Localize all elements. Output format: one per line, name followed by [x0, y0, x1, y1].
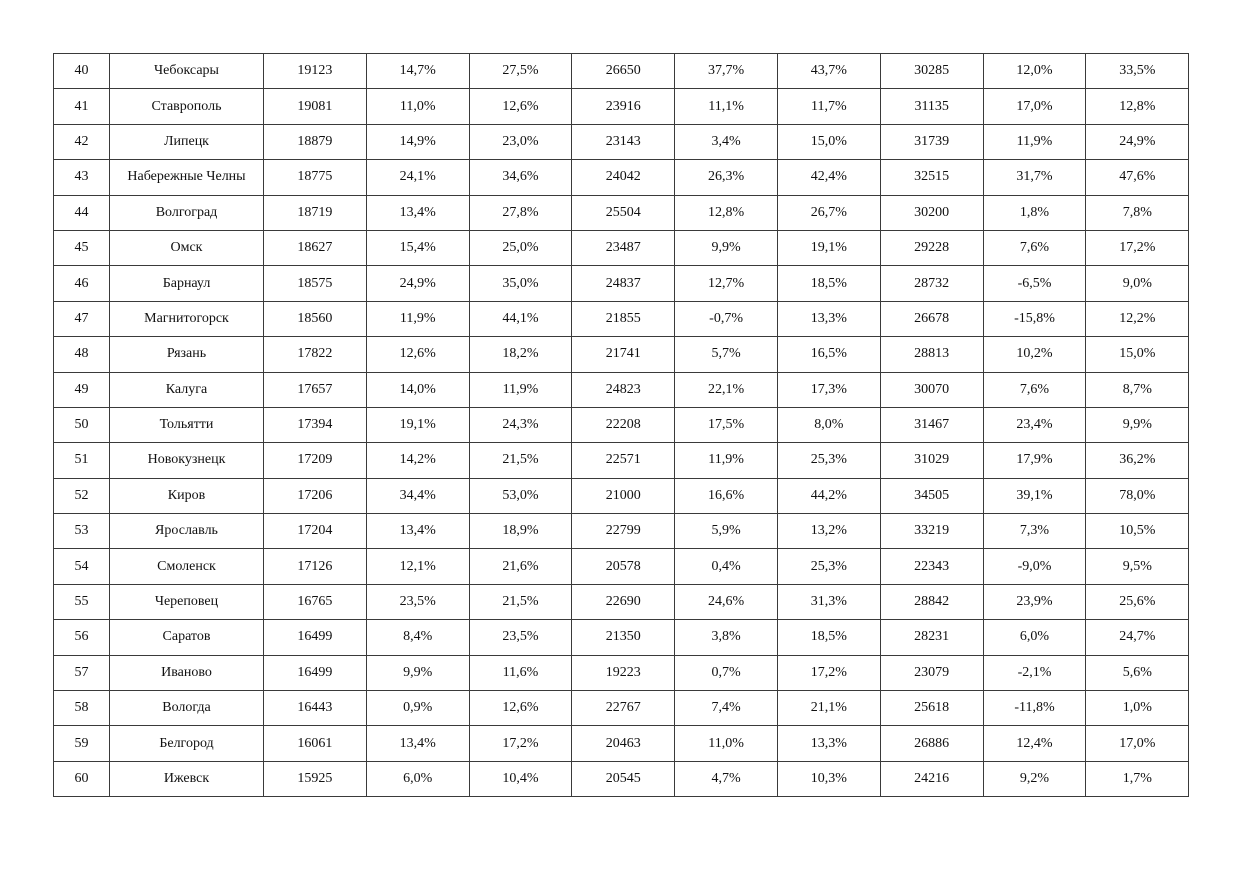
- value-cell: 19,1%: [366, 407, 469, 442]
- value-cell: 11,6%: [469, 655, 572, 690]
- value-cell: 18,2%: [469, 337, 572, 372]
- value-cell: 23,5%: [366, 584, 469, 619]
- rank-cell: 56: [54, 620, 110, 655]
- value-cell: 16765: [264, 584, 367, 619]
- table-row: [54, 655, 1189, 690]
- value-cell: 5,9%: [675, 514, 778, 549]
- value-cell: 26886: [880, 726, 983, 761]
- value-cell: 29228: [880, 230, 983, 265]
- table-row: [54, 549, 1189, 584]
- value-cell: 24,1%: [366, 160, 469, 195]
- value-cell: 5,6%: [1086, 655, 1189, 690]
- value-cell: 31029: [880, 443, 983, 478]
- value-cell: 22767: [572, 691, 675, 726]
- value-cell: 11,0%: [366, 89, 469, 124]
- value-cell: 12,1%: [366, 549, 469, 584]
- value-cell: -15,8%: [983, 301, 1086, 336]
- value-cell: 25,3%: [777, 549, 880, 584]
- city-cell: Волгоград: [110, 195, 264, 230]
- city-cell: Новокузнецк: [110, 443, 264, 478]
- value-cell: 13,4%: [366, 726, 469, 761]
- table-row: [54, 372, 1189, 407]
- rank-cell: 52: [54, 478, 110, 513]
- value-cell: -2,1%: [983, 655, 1086, 690]
- value-cell: -11,8%: [983, 691, 1086, 726]
- value-cell: 4,7%: [675, 761, 778, 796]
- value-cell: 14,7%: [366, 54, 469, 89]
- value-cell: 18,5%: [777, 620, 880, 655]
- value-cell: 30285: [880, 54, 983, 89]
- rank-cell: 59: [54, 726, 110, 761]
- table-row: [54, 160, 1189, 195]
- value-cell: 28732: [880, 266, 983, 301]
- value-cell: 30070: [880, 372, 983, 407]
- value-cell: 18775: [264, 160, 367, 195]
- value-cell: 3,8%: [675, 620, 778, 655]
- value-cell: 37,7%: [675, 54, 778, 89]
- value-cell: 22571: [572, 443, 675, 478]
- value-cell: 36,2%: [1086, 443, 1189, 478]
- value-cell: 11,0%: [675, 726, 778, 761]
- value-cell: 14,9%: [366, 124, 469, 159]
- value-cell: 17126: [264, 549, 367, 584]
- table-row: [54, 584, 1189, 619]
- value-cell: 26650: [572, 54, 675, 89]
- value-cell: 28842: [880, 584, 983, 619]
- value-cell: 8,0%: [777, 407, 880, 442]
- city-cell: Иваново: [110, 655, 264, 690]
- city-cell: Вологда: [110, 691, 264, 726]
- rank-cell: 46: [54, 266, 110, 301]
- value-cell: 24,7%: [1086, 620, 1189, 655]
- value-cell: 39,1%: [983, 478, 1086, 513]
- value-cell: 21000: [572, 478, 675, 513]
- value-cell: 25,0%: [469, 230, 572, 265]
- value-cell: 18627: [264, 230, 367, 265]
- value-cell: 17,2%: [469, 726, 572, 761]
- value-cell: 9,0%: [1086, 266, 1189, 301]
- rank-cell: 54: [54, 549, 110, 584]
- value-cell: 22343: [880, 549, 983, 584]
- value-cell: 10,3%: [777, 761, 880, 796]
- value-cell: 20463: [572, 726, 675, 761]
- value-cell: 7,4%: [675, 691, 778, 726]
- value-cell: 19,1%: [777, 230, 880, 265]
- table-row: [54, 407, 1189, 442]
- value-cell: 6,0%: [983, 620, 1086, 655]
- value-cell: 0,4%: [675, 549, 778, 584]
- table-row: [54, 124, 1189, 159]
- value-cell: 8,7%: [1086, 372, 1189, 407]
- value-cell: 21,6%: [469, 549, 572, 584]
- value-cell: 21,1%: [777, 691, 880, 726]
- value-cell: 17,3%: [777, 372, 880, 407]
- value-cell: 33,5%: [1086, 54, 1189, 89]
- value-cell: 17,9%: [983, 443, 1086, 478]
- value-cell: 9,9%: [1086, 407, 1189, 442]
- table-row: [54, 514, 1189, 549]
- value-cell: 18719: [264, 195, 367, 230]
- value-cell: 15,4%: [366, 230, 469, 265]
- value-cell: 11,9%: [469, 372, 572, 407]
- value-cell: 44,2%: [777, 478, 880, 513]
- value-cell: 23079: [880, 655, 983, 690]
- value-cell: 17822: [264, 337, 367, 372]
- table-row: [54, 337, 1189, 372]
- table-row: [54, 443, 1189, 478]
- value-cell: -9,0%: [983, 549, 1086, 584]
- value-cell: 31,7%: [983, 160, 1086, 195]
- value-cell: 32515: [880, 160, 983, 195]
- value-cell: 17,0%: [1086, 726, 1189, 761]
- value-cell: 17,5%: [675, 407, 778, 442]
- value-cell: 43,7%: [777, 54, 880, 89]
- value-cell: 15925: [264, 761, 367, 796]
- value-cell: 24823: [572, 372, 675, 407]
- value-cell: 18575: [264, 266, 367, 301]
- value-cell: 1,0%: [1086, 691, 1189, 726]
- rank-cell: 55: [54, 584, 110, 619]
- value-cell: 9,5%: [1086, 549, 1189, 584]
- rank-cell: 58: [54, 691, 110, 726]
- value-cell: 35,0%: [469, 266, 572, 301]
- value-cell: 21,5%: [469, 584, 572, 619]
- rank-cell: 43: [54, 160, 110, 195]
- value-cell: 26678: [880, 301, 983, 336]
- value-cell: -0,7%: [675, 301, 778, 336]
- city-cell: Тольятти: [110, 407, 264, 442]
- value-cell: 20578: [572, 549, 675, 584]
- city-cell: Саратов: [110, 620, 264, 655]
- value-cell: 21350: [572, 620, 675, 655]
- value-cell: 15,0%: [777, 124, 880, 159]
- value-cell: 30200: [880, 195, 983, 230]
- value-cell: 22,1%: [675, 372, 778, 407]
- value-cell: 10,5%: [1086, 514, 1189, 549]
- value-cell: 34,4%: [366, 478, 469, 513]
- value-cell: 18,9%: [469, 514, 572, 549]
- value-cell: 23916: [572, 89, 675, 124]
- value-cell: 16499: [264, 620, 367, 655]
- rank-cell: 44: [54, 195, 110, 230]
- value-cell: 42,4%: [777, 160, 880, 195]
- table-row: [54, 54, 1189, 89]
- value-cell: 16443: [264, 691, 367, 726]
- rank-cell: 42: [54, 124, 110, 159]
- table-body: [54, 54, 1189, 797]
- value-cell: 17,0%: [983, 89, 1086, 124]
- value-cell: 12,6%: [366, 337, 469, 372]
- value-cell: 9,9%: [366, 655, 469, 690]
- rank-cell: 50: [54, 407, 110, 442]
- value-cell: 23,4%: [983, 407, 1086, 442]
- city-cell: Ярославль: [110, 514, 264, 549]
- value-cell: 25618: [880, 691, 983, 726]
- value-cell: 21855: [572, 301, 675, 336]
- value-cell: 7,6%: [983, 230, 1086, 265]
- value-cell: 26,7%: [777, 195, 880, 230]
- value-cell: 19223: [572, 655, 675, 690]
- value-cell: 13,3%: [777, 301, 880, 336]
- value-cell: 24,9%: [366, 266, 469, 301]
- value-cell: 7,3%: [983, 514, 1086, 549]
- value-cell: 24042: [572, 160, 675, 195]
- value-cell: 31135: [880, 89, 983, 124]
- value-cell: 16,5%: [777, 337, 880, 372]
- value-cell: 12,6%: [469, 89, 572, 124]
- table-row: [54, 761, 1189, 796]
- value-cell: 12,7%: [675, 266, 778, 301]
- rank-cell: 47: [54, 301, 110, 336]
- value-cell: 25504: [572, 195, 675, 230]
- table-row: [54, 726, 1189, 761]
- rank-cell: 45: [54, 230, 110, 265]
- value-cell: 53,0%: [469, 478, 572, 513]
- rank-cell: 60: [54, 761, 110, 796]
- value-cell: 7,8%: [1086, 195, 1189, 230]
- value-cell: 12,0%: [983, 54, 1086, 89]
- value-cell: 22799: [572, 514, 675, 549]
- value-cell: 28813: [880, 337, 983, 372]
- city-cell: Смоленск: [110, 549, 264, 584]
- value-cell: 17,2%: [1086, 230, 1189, 265]
- city-cell: Белгород: [110, 726, 264, 761]
- value-cell: 28231: [880, 620, 983, 655]
- rank-cell: 53: [54, 514, 110, 549]
- table-row: [54, 195, 1189, 230]
- value-cell: -6,5%: [983, 266, 1086, 301]
- city-cell: Череповец: [110, 584, 264, 619]
- value-cell: 12,4%: [983, 726, 1086, 761]
- city-cell: Омск: [110, 230, 264, 265]
- rank-cell: 48: [54, 337, 110, 372]
- value-cell: 16061: [264, 726, 367, 761]
- value-cell: 12,6%: [469, 691, 572, 726]
- value-cell: 47,6%: [1086, 160, 1189, 195]
- city-cell: Ижевск: [110, 761, 264, 796]
- rank-cell: 51: [54, 443, 110, 478]
- value-cell: 12,8%: [1086, 89, 1189, 124]
- value-cell: 13,4%: [366, 514, 469, 549]
- value-cell: 17394: [264, 407, 367, 442]
- value-cell: 31739: [880, 124, 983, 159]
- value-cell: 6,0%: [366, 761, 469, 796]
- rank-cell: 40: [54, 54, 110, 89]
- table-row: [54, 301, 1189, 336]
- value-cell: 1,8%: [983, 195, 1086, 230]
- value-cell: 24837: [572, 266, 675, 301]
- table-row: [54, 89, 1189, 124]
- city-cell: Набережные Челны: [110, 160, 264, 195]
- value-cell: 25,3%: [777, 443, 880, 478]
- value-cell: 26,3%: [675, 160, 778, 195]
- value-cell: 21741: [572, 337, 675, 372]
- value-cell: 11,7%: [777, 89, 880, 124]
- value-cell: 34505: [880, 478, 983, 513]
- value-cell: 8,4%: [366, 620, 469, 655]
- table-row: [54, 691, 1189, 726]
- value-cell: 24,9%: [1086, 124, 1189, 159]
- value-cell: 15,0%: [1086, 337, 1189, 372]
- value-cell: 18879: [264, 124, 367, 159]
- value-cell: 25,6%: [1086, 584, 1189, 619]
- value-cell: 18,5%: [777, 266, 880, 301]
- value-cell: 31,3%: [777, 584, 880, 619]
- value-cell: 9,2%: [983, 761, 1086, 796]
- value-cell: 20545: [572, 761, 675, 796]
- city-cell: Чебоксары: [110, 54, 264, 89]
- value-cell: 27,5%: [469, 54, 572, 89]
- value-cell: 17657: [264, 372, 367, 407]
- value-cell: 1,7%: [1086, 761, 1189, 796]
- value-cell: 22208: [572, 407, 675, 442]
- value-cell: 10,2%: [983, 337, 1086, 372]
- value-cell: 24,6%: [675, 584, 778, 619]
- value-cell: 0,7%: [675, 655, 778, 690]
- value-cell: 23143: [572, 124, 675, 159]
- value-cell: 3,4%: [675, 124, 778, 159]
- value-cell: 0,9%: [366, 691, 469, 726]
- rank-cell: 49: [54, 372, 110, 407]
- value-cell: 17204: [264, 514, 367, 549]
- city-cell: Ставрополь: [110, 89, 264, 124]
- value-cell: 31467: [880, 407, 983, 442]
- value-cell: 44,1%: [469, 301, 572, 336]
- table-row: [54, 266, 1189, 301]
- value-cell: 12,2%: [1086, 301, 1189, 336]
- rank-cell: 41: [54, 89, 110, 124]
- value-cell: 9,9%: [675, 230, 778, 265]
- value-cell: 23,0%: [469, 124, 572, 159]
- table-row: [54, 620, 1189, 655]
- city-cell: Киров: [110, 478, 264, 513]
- value-cell: 11,9%: [675, 443, 778, 478]
- value-cell: 14,0%: [366, 372, 469, 407]
- table-row: [54, 478, 1189, 513]
- table-row: [54, 230, 1189, 265]
- value-cell: 78,0%: [1086, 478, 1189, 513]
- value-cell: 19081: [264, 89, 367, 124]
- value-cell: 11,9%: [983, 124, 1086, 159]
- value-cell: 21,5%: [469, 443, 572, 478]
- value-cell: 10,4%: [469, 761, 572, 796]
- value-cell: 12,8%: [675, 195, 778, 230]
- city-cell: Рязань: [110, 337, 264, 372]
- value-cell: 27,8%: [469, 195, 572, 230]
- value-cell: 16499: [264, 655, 367, 690]
- city-cell: Калуга: [110, 372, 264, 407]
- value-cell: 5,7%: [675, 337, 778, 372]
- value-cell: 24216: [880, 761, 983, 796]
- value-cell: 7,6%: [983, 372, 1086, 407]
- value-cell: 34,6%: [469, 160, 572, 195]
- value-cell: 18560: [264, 301, 367, 336]
- value-cell: 13,2%: [777, 514, 880, 549]
- value-cell: 11,9%: [366, 301, 469, 336]
- value-cell: 13,3%: [777, 726, 880, 761]
- value-cell: 13,4%: [366, 195, 469, 230]
- value-cell: 19123: [264, 54, 367, 89]
- city-data-table: [53, 53, 1189, 797]
- rank-cell: 57: [54, 655, 110, 690]
- value-cell: 23,5%: [469, 620, 572, 655]
- value-cell: 23,9%: [983, 584, 1086, 619]
- city-cell: Барнаул: [110, 266, 264, 301]
- city-cell: Липецк: [110, 124, 264, 159]
- value-cell: 17209: [264, 443, 367, 478]
- value-cell: 24,3%: [469, 407, 572, 442]
- value-cell: 16,6%: [675, 478, 778, 513]
- value-cell: 23487: [572, 230, 675, 265]
- value-cell: 33219: [880, 514, 983, 549]
- value-cell: 22690: [572, 584, 675, 619]
- value-cell: 11,1%: [675, 89, 778, 124]
- value-cell: 14,2%: [366, 443, 469, 478]
- value-cell: 17206: [264, 478, 367, 513]
- value-cell: 17,2%: [777, 655, 880, 690]
- city-cell: Магнитогорск: [110, 301, 264, 336]
